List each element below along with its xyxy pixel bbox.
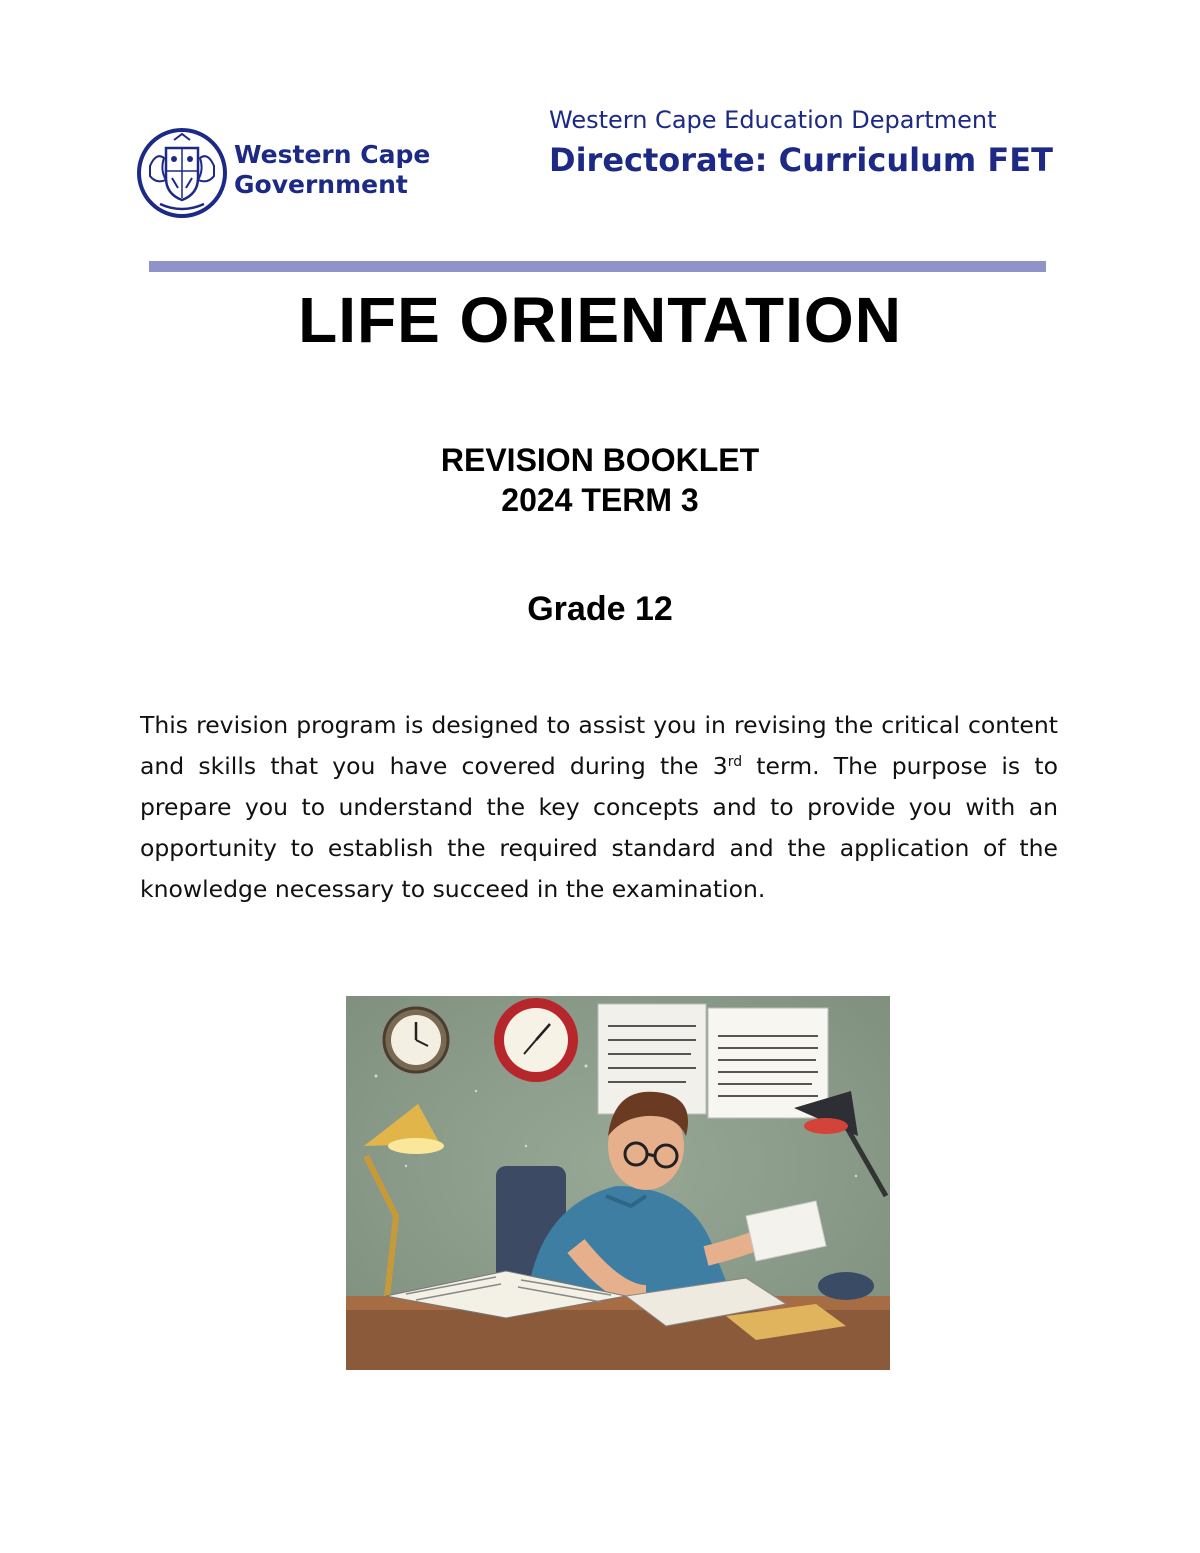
government-logo xyxy=(136,126,446,222)
grade-label: Grade 12 xyxy=(527,590,673,628)
booklet-subtitle xyxy=(0,440,1200,520)
logo-line-1: Western Cape xyxy=(234,140,431,169)
divider xyxy=(149,261,1046,272)
department-heading xyxy=(549,104,1053,182)
wall-clock-2-icon xyxy=(494,998,578,1082)
logo-wordmark xyxy=(234,140,430,200)
intro-paragraph xyxy=(140,705,1058,910)
student-studying-illustration xyxy=(346,996,890,1370)
department-name: Western Cape Education Department xyxy=(549,106,997,134)
directorate-name: Directorate: Curriculum FET xyxy=(549,141,1053,179)
intro-text-part-1: This revision program is designed to assist you in revising the critical content and skills that you have covered during the 3 xyxy=(140,711,1058,780)
coat-of-arms-icon xyxy=(136,126,228,220)
intro-text-part-2: term. The purpose is to prepare you to understand the key concepts and to provide you with an opportunity to establish the required standard and the application of the knowledge necessary to succeed in the examination. xyxy=(140,752,1058,903)
booklet-line-1: REVISION BOOKLET xyxy=(440,442,760,478)
logo-line-2: Government xyxy=(234,170,408,199)
page-title: LIFE ORIENTATION xyxy=(298,284,902,356)
ordinal-suffix: rd xyxy=(727,754,743,770)
wall-clock-1-icon xyxy=(384,1008,448,1072)
booklet-line-2: 2024 TERM 3 xyxy=(501,482,699,518)
